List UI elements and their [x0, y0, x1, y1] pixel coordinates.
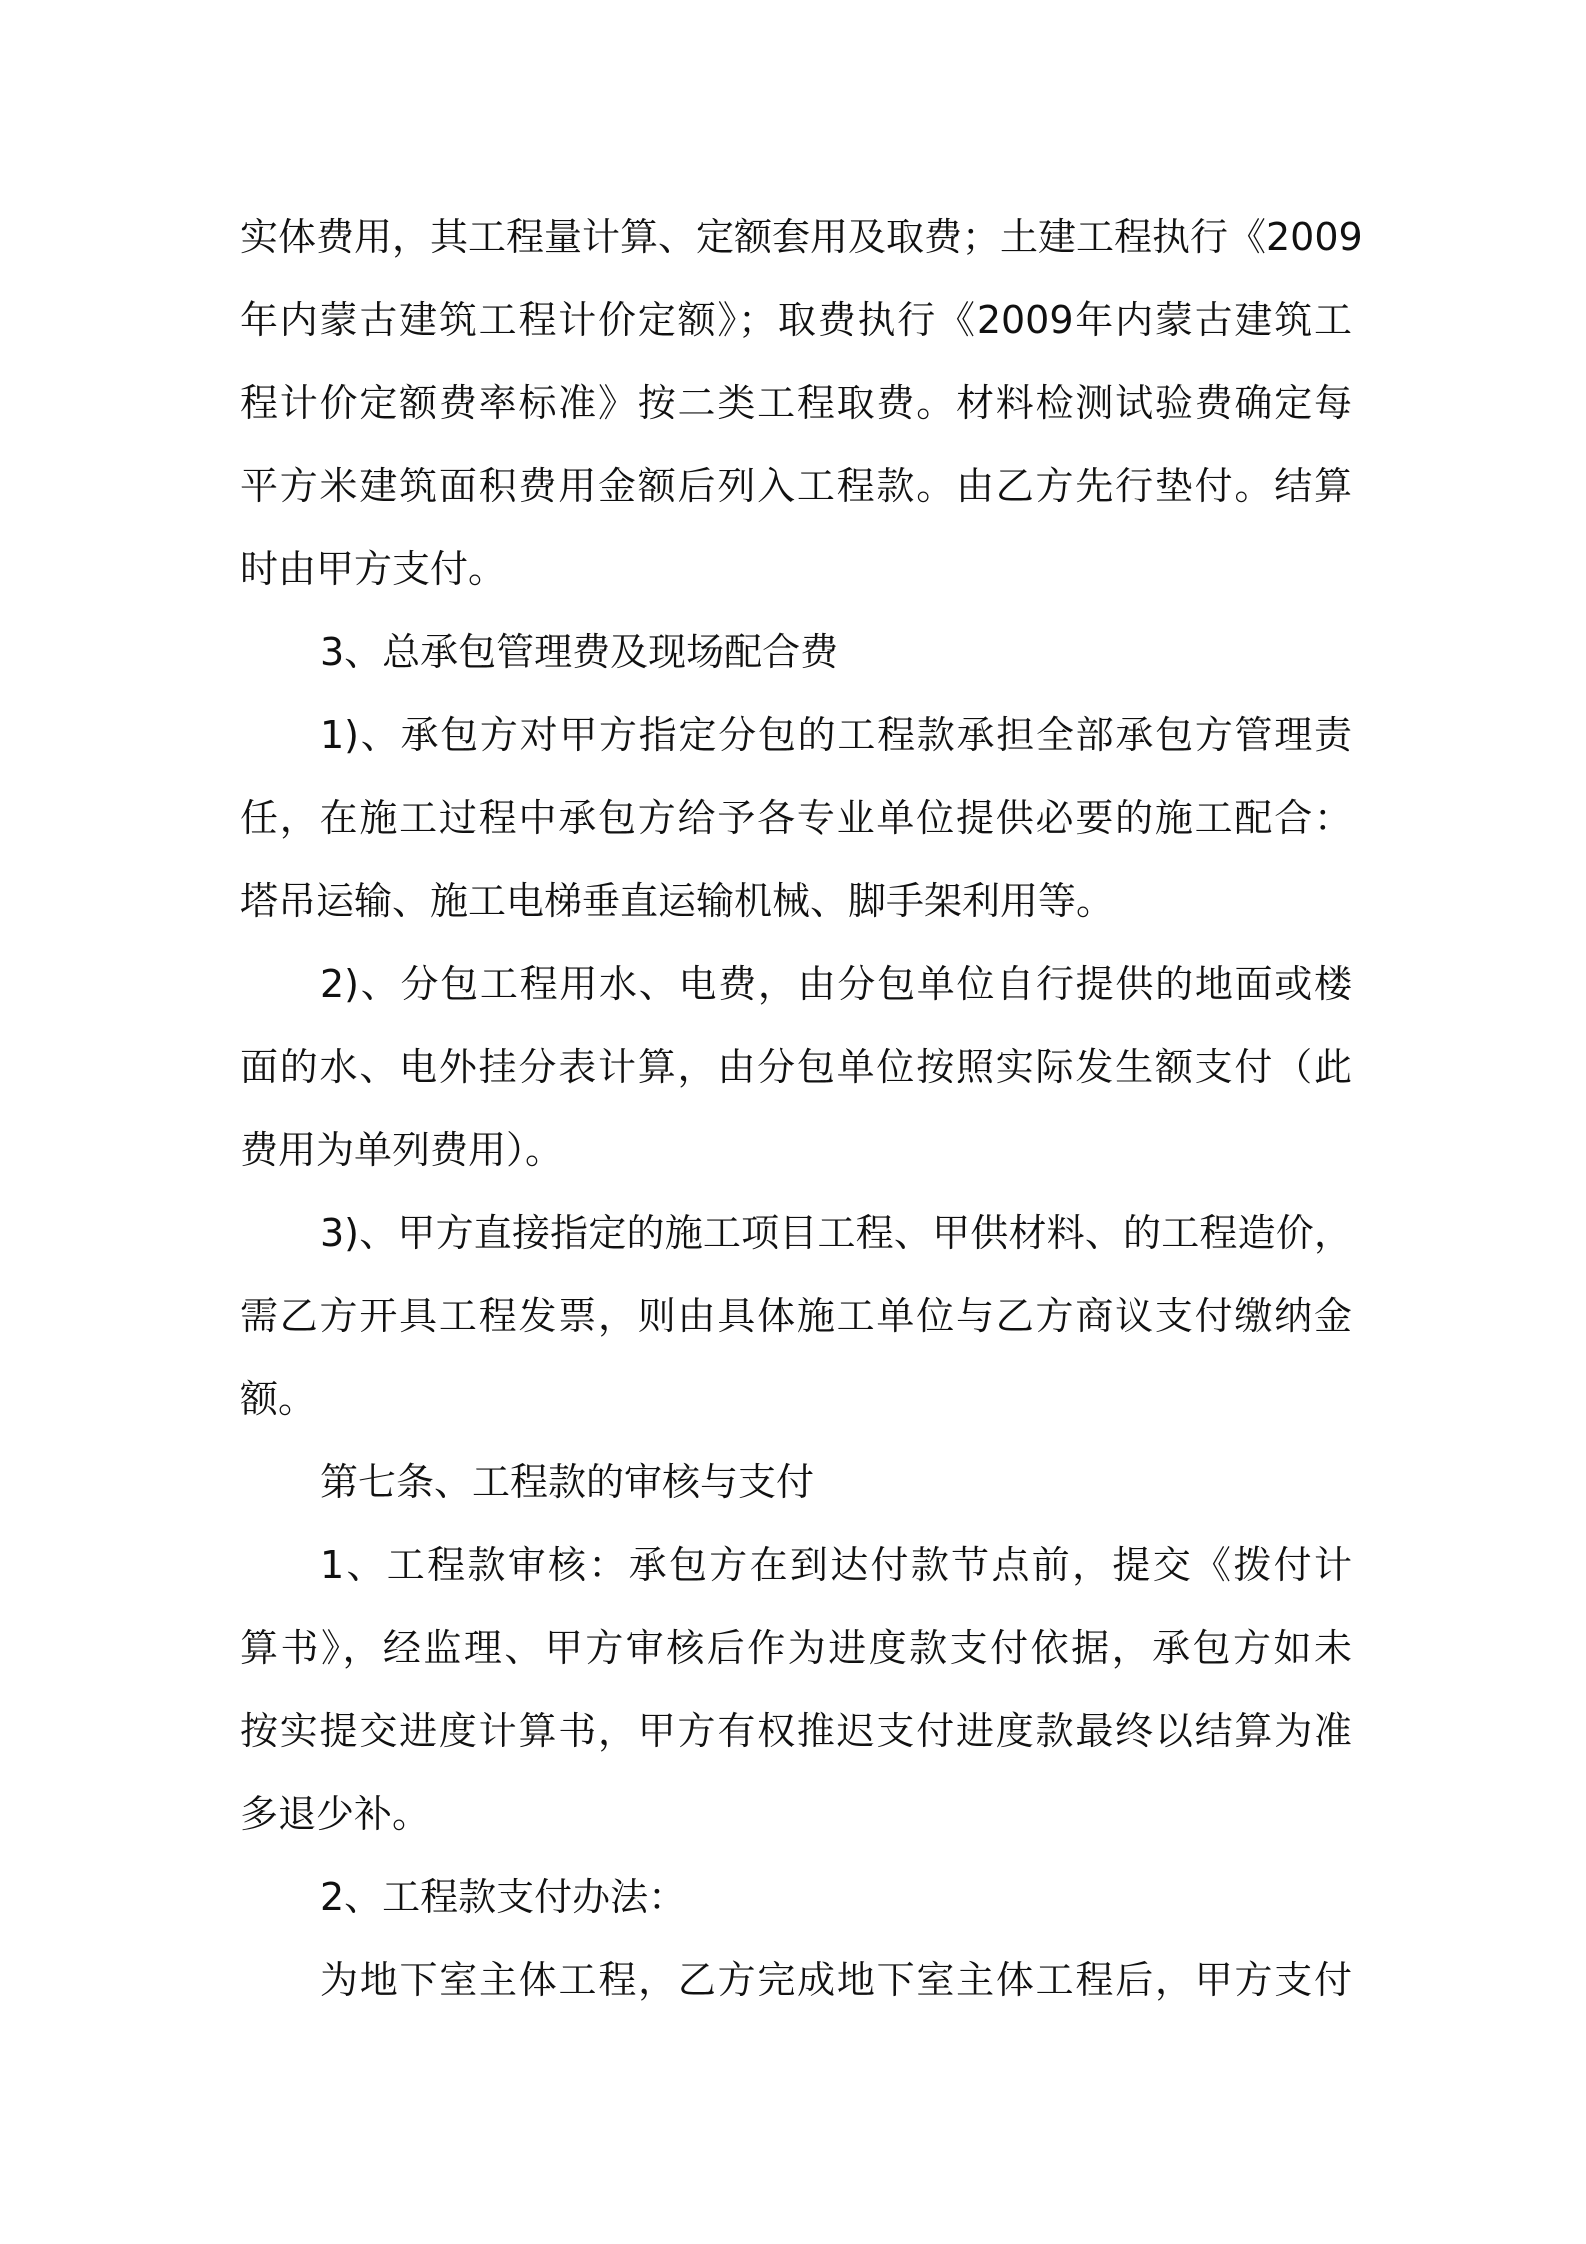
text-line: 塔吊运输、施工电梯垂直运输机械、脚手架利用等。 — [240, 879, 1115, 923]
section-heading: 2、工程款支付办法： — [320, 1875, 687, 1919]
text-line: 时由甲方支付。 — [240, 547, 507, 591]
text-line: 额。 — [240, 1377, 317, 1421]
text-line: 多退少补。 — [240, 1792, 431, 1836]
document-body — [240, 196, 1363, 2022]
text-line: 1、工程款审核：承包方在到达付款节点前，提交《拨付计 — [320, 1543, 1352, 1587]
text-line: 实体费用，其工程量计算、定额套用及取费；土建工程执行《2009 — [240, 215, 1363, 259]
text-line: 1)、承包方对甲方指定分包的工程款承担全部承包方管理责 — [320, 713, 1352, 757]
text-line: 2)、分包工程用水、电费，由分包单位自行提供的地面或楼 — [320, 962, 1352, 1006]
text-line: 任，在施工过程中承包方给予各专业单位提供必要的施工配合： — [240, 796, 1352, 840]
text-line: 程计价定额费率标准》按二类工程取费。材料检测试验费确定每 — [240, 381, 1352, 425]
text-line: 算书》，经监理、甲方审核后作为进度款支付依据，承包方如未 — [240, 1626, 1352, 1670]
text-line: 需乙方开具工程发票，则由具体施工单位与乙方商议支付缴纳金 — [240, 1294, 1352, 1338]
text-line: 3)、甲方直接指定的施工项目工程、甲供材料、的工程造价， — [320, 1211, 1352, 1255]
text-line: 费用为单列费用）。 — [240, 1128, 564, 1172]
text-line: 按实提交进度计算书，甲方有权推迟支付进度款最终以结算为准 — [240, 1709, 1352, 1753]
text-line: 年内蒙古建筑工程计价定额》；取费执行《2009年内蒙古建筑工 — [240, 298, 1352, 342]
text-line: 平方米建筑面积费用金额后列入工程款。由乙方先行垫付。结算 — [240, 464, 1352, 508]
text-line: 为地下室主体工程，乙方完成地下室主体工程后，甲方支付 — [320, 1958, 1352, 2002]
text-line: 面的水、电外挂分表计算，由分包单位按照实际发生额支付（此 — [240, 1045, 1352, 1089]
section-heading: 3、总承包管理费及现场配合费 — [320, 630, 839, 674]
article-heading: 第七条、工程款的审核与支付 — [320, 1460, 815, 1504]
